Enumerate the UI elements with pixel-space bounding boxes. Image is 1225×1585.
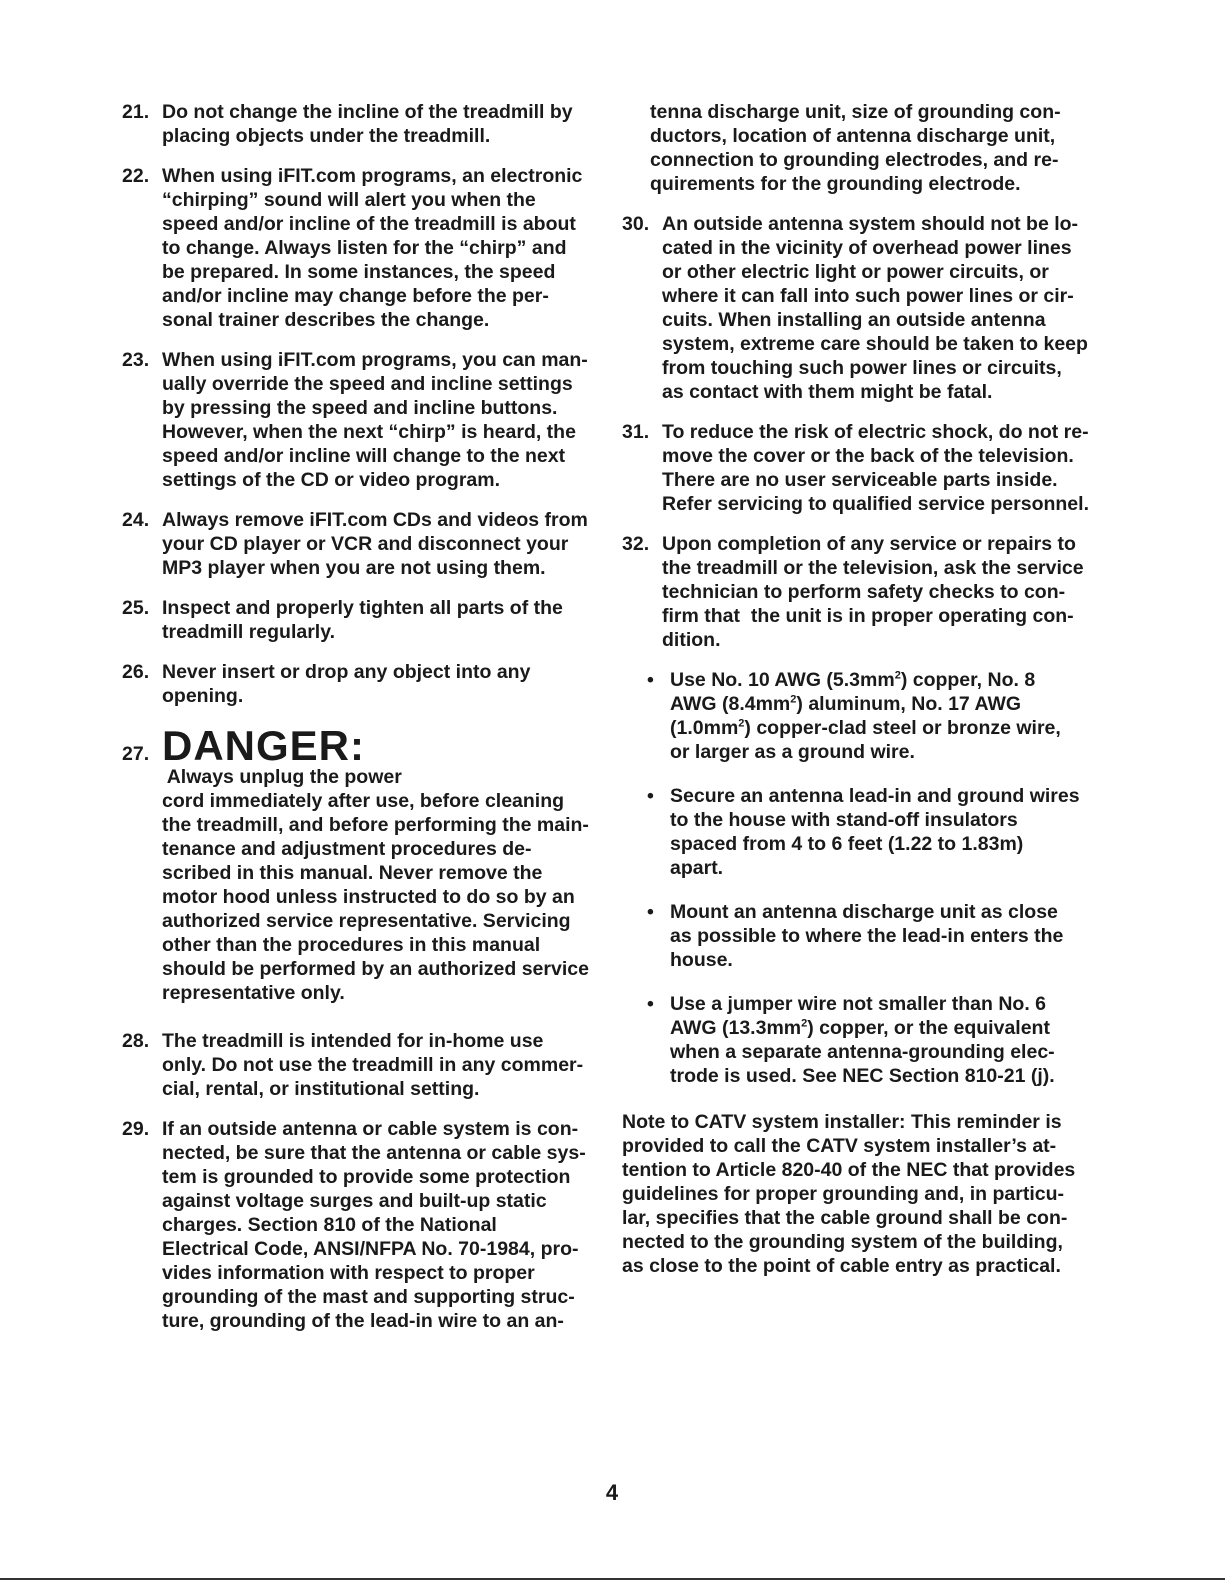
text-line: Inspect and properly tighten all parts of the bbox=[162, 597, 563, 619]
grounding-bullet-list bbox=[622, 668, 1100, 1088]
text-line: nected, be sure that the antenna or cable sys- bbox=[162, 1142, 586, 1164]
text-line: Mount an antenna discharge unit as close bbox=[670, 901, 1058, 923]
page-number: 4 bbox=[605, 1480, 619, 1505]
text-line: The treadmill is intended for in-home use bbox=[162, 1030, 544, 1052]
text-line: guidelines for proper grounding and, in particu- bbox=[622, 1183, 1064, 1205]
text-line: However, when the next “chirp” is heard, the bbox=[162, 421, 576, 443]
text-line: system, extreme care should be taken to keep bbox=[662, 333, 1088, 355]
text-line: placing objects under the treadmill. bbox=[162, 125, 491, 147]
text-line: technician to perform safety checks to con- bbox=[662, 581, 1066, 603]
catv-installer-note bbox=[622, 1110, 1100, 1278]
text-line: tention to Article 820-40 of the NEC that provides bbox=[622, 1159, 1076, 1181]
item-number: 28. bbox=[122, 1030, 150, 1052]
text-line: dition. bbox=[662, 629, 721, 651]
safety-item-25 bbox=[122, 596, 604, 644]
text-line: MP3 player when you are not using them. bbox=[162, 557, 546, 579]
text-line: Upon completion of any service or repairs to bbox=[662, 533, 1076, 555]
safety-item-31 bbox=[622, 420, 1100, 516]
text-line: or larger as a ground wire. bbox=[670, 741, 915, 763]
text-line: cated in the vicinity of overhead power lines bbox=[662, 237, 1072, 259]
safety-item-22 bbox=[122, 164, 604, 332]
text-line: nected to the grounding system of the building, bbox=[622, 1231, 1063, 1253]
text-line: to the house with stand-off insulators bbox=[670, 809, 1018, 831]
text-line: firm that the unit is in proper operating con- bbox=[662, 605, 1074, 627]
bullet-icon: • bbox=[647, 901, 654, 923]
item-number: 21. bbox=[122, 101, 150, 123]
text-line: motor hood unless instructed to do so by an bbox=[162, 886, 575, 908]
item-number: 22. bbox=[122, 165, 150, 187]
text-line: cuits. When installing an outside antenna bbox=[662, 309, 1046, 331]
text-line: as close to the point of cable entry as practical. bbox=[622, 1255, 1061, 1277]
text-line: tem is grounded to provide some protection bbox=[162, 1166, 571, 1188]
text-line: Never insert or drop any object into any bbox=[162, 661, 531, 683]
text-line: Refer servicing to qualified service personnel. bbox=[662, 493, 1089, 515]
item-number: 32. bbox=[622, 533, 650, 555]
text-line: cord immediately after use, before cleaning bbox=[162, 790, 565, 812]
safety-item-26 bbox=[122, 660, 604, 708]
danger-heading: DANGER: bbox=[162, 722, 365, 769]
text-line: If an outside antenna or cable system is con- bbox=[162, 1118, 579, 1140]
text-line: spaced from 4 to 6 feet (1.22 to 1.83m) bbox=[670, 833, 1024, 855]
text-line: tenna discharge unit, size of grounding con- bbox=[650, 101, 1061, 123]
text-line: trode is used. See NEC Section 810-21 (j). bbox=[670, 1065, 1055, 1087]
text-line: To reduce the risk of electric shock, do not re- bbox=[662, 421, 1089, 443]
safety-item-27-danger bbox=[122, 722, 604, 1005]
text-line: scribed in this manual. Never remove the bbox=[162, 862, 543, 884]
item-number: 26. bbox=[122, 661, 150, 683]
text-line: ductors, location of antenna discharge unit, bbox=[650, 125, 1056, 147]
safety-item-28 bbox=[122, 1029, 604, 1101]
text-line: your CD player or VCR and disconnect your bbox=[162, 533, 569, 555]
text-line: tenance and adjustment procedures de- bbox=[162, 838, 532, 860]
text-line: as possible to where the lead-in enters the bbox=[670, 925, 1064, 947]
danger-first-line bbox=[162, 722, 604, 789]
text-line: other than the procedures in this manual bbox=[162, 934, 541, 956]
text-line: Always remove iFIT.com CDs and videos from bbox=[162, 509, 588, 531]
text-line: Use a jumper wire not smaller than No. 6 bbox=[670, 993, 1047, 1015]
safety-item-21 bbox=[122, 100, 604, 148]
safety-item-29 bbox=[122, 1117, 604, 1333]
text-line: when a separate antenna-grounding elec- bbox=[670, 1041, 1055, 1063]
text-line: grounding of the mast and supporting struc- bbox=[162, 1286, 575, 1308]
text-line: where it can fall into such power lines or cir- bbox=[662, 285, 1074, 307]
text-line: representative only. bbox=[162, 982, 345, 1004]
text-line: ture, grounding of the lead-in wire to an an- bbox=[162, 1310, 564, 1332]
text-line: charges. Section 810 of the National bbox=[162, 1214, 497, 1236]
bullet-item-wire-size bbox=[622, 668, 1100, 764]
bullet-icon: • bbox=[647, 993, 654, 1015]
text-line: the treadmill or the television, ask the service bbox=[662, 557, 1084, 579]
safety-item-30 bbox=[622, 212, 1100, 404]
text-line: speed and/or incline will change to the next bbox=[162, 445, 566, 467]
text-line: move the cover or the back of the television. bbox=[662, 445, 1074, 467]
text-line: and/or incline may change before the per- bbox=[162, 285, 549, 307]
text-line: settings of the CD or video program. bbox=[162, 469, 501, 491]
bullet-icon: • bbox=[647, 785, 654, 807]
text-line: as contact with them might be fatal. bbox=[662, 381, 993, 403]
item-number: 31. bbox=[622, 421, 650, 443]
text-line: Use No. 10 AWG $(5.3mm^2)$ copper, No. 8 bbox=[670, 669, 1036, 691]
text-line: connection to grounding electrodes, and re- bbox=[650, 149, 1059, 171]
bullet-item-jumper-wire bbox=[622, 992, 1100, 1088]
text-line: the treadmill, and before performing the main- bbox=[162, 814, 589, 836]
text-line: Do not change the incline of the treadmill by bbox=[162, 101, 573, 123]
text-line: sonal trainer describes the change. bbox=[162, 309, 490, 331]
text-line: quirements for the grounding electrode. bbox=[650, 173, 1021, 195]
text-line: be prepared. In some instances, the speed bbox=[162, 261, 556, 283]
text-line: opening. bbox=[162, 685, 244, 707]
safety-item-32 bbox=[622, 532, 1100, 652]
text-line: Electrical Code, ANSI/NFPA No. 70-1984, pro- bbox=[162, 1238, 579, 1260]
text-line: lar, specifies that the cable ground shall be con- bbox=[622, 1207, 1068, 1229]
text-line: There are no user serviceable parts inside. bbox=[662, 469, 1058, 491]
text-line: only. Do not use the treadmill in any commer- bbox=[162, 1054, 584, 1076]
text-line: provided to call the CATV system installer’s at- bbox=[622, 1135, 1057, 1157]
item-number: 24. bbox=[122, 509, 150, 531]
text-line: Always unplug the power bbox=[162, 766, 402, 788]
bullet-item-lead-in bbox=[622, 784, 1100, 880]
text-line: or other electric light or power circuits, or bbox=[662, 261, 1049, 283]
text-line: should be performed by an authorized service bbox=[162, 958, 589, 980]
text-line: Secure an antenna lead-in and ground wires bbox=[670, 785, 1080, 807]
item-number: 29. bbox=[122, 1118, 150, 1140]
text-line: treadmill regularly. bbox=[162, 621, 336, 643]
text-line: An outside antenna system should not be lo- bbox=[662, 213, 1079, 235]
text-line: ually override the speed and incline settings bbox=[162, 373, 573, 395]
text-line: “chirping” sound will alert you when the bbox=[162, 189, 536, 211]
text-line: apart. bbox=[670, 857, 724, 879]
bullet-icon: • bbox=[647, 669, 654, 691]
text-line: by pressing the speed and incline buttons. bbox=[162, 397, 558, 419]
text-line: Note to CATV system installer: This reminder is bbox=[622, 1111, 1062, 1133]
text-line: $(1.0mm^2)$ copper-clad steel or bronze wire, bbox=[670, 717, 1061, 739]
text-line: speed and/or incline of the treadmill is about bbox=[162, 213, 576, 235]
safety-item-29-continuation bbox=[622, 100, 1100, 196]
text-line: against voltage surges and built-up static bbox=[162, 1190, 547, 1212]
text-line: house. bbox=[670, 949, 733, 971]
text-line: vides information with respect to proper bbox=[162, 1262, 535, 1284]
left-column bbox=[122, 100, 604, 1349]
safety-item-24 bbox=[122, 508, 604, 580]
text-line: When using iFIT.com programs, you can man- bbox=[162, 349, 588, 371]
text-line: cial, rental, or institutional setting. bbox=[162, 1078, 480, 1100]
item-number: 25. bbox=[122, 597, 150, 619]
safety-item-23 bbox=[122, 348, 604, 492]
item-number: 27. bbox=[122, 743, 150, 765]
text-line: AWG $(13.3mm^2)$ copper, or the equivalent bbox=[670, 1017, 1050, 1039]
right-column bbox=[622, 100, 1100, 1278]
text-line: to change. Always listen for the “chirp” and bbox=[162, 237, 567, 259]
text-line: from touching such power lines or circuits, bbox=[662, 357, 1062, 379]
text-line: authorized service representative. Servicing bbox=[162, 910, 571, 932]
bullet-item-discharge-unit bbox=[622, 900, 1100, 972]
item-number: 23. bbox=[122, 349, 150, 371]
bottom-border bbox=[0, 1578, 1225, 1580]
text-line: AWG $(8.4mm^2)$ aluminum, No. 17 AWG bbox=[670, 693, 1022, 715]
text-line: When using iFIT.com programs, an electronic bbox=[162, 165, 583, 187]
item-number: 30. bbox=[622, 213, 650, 235]
